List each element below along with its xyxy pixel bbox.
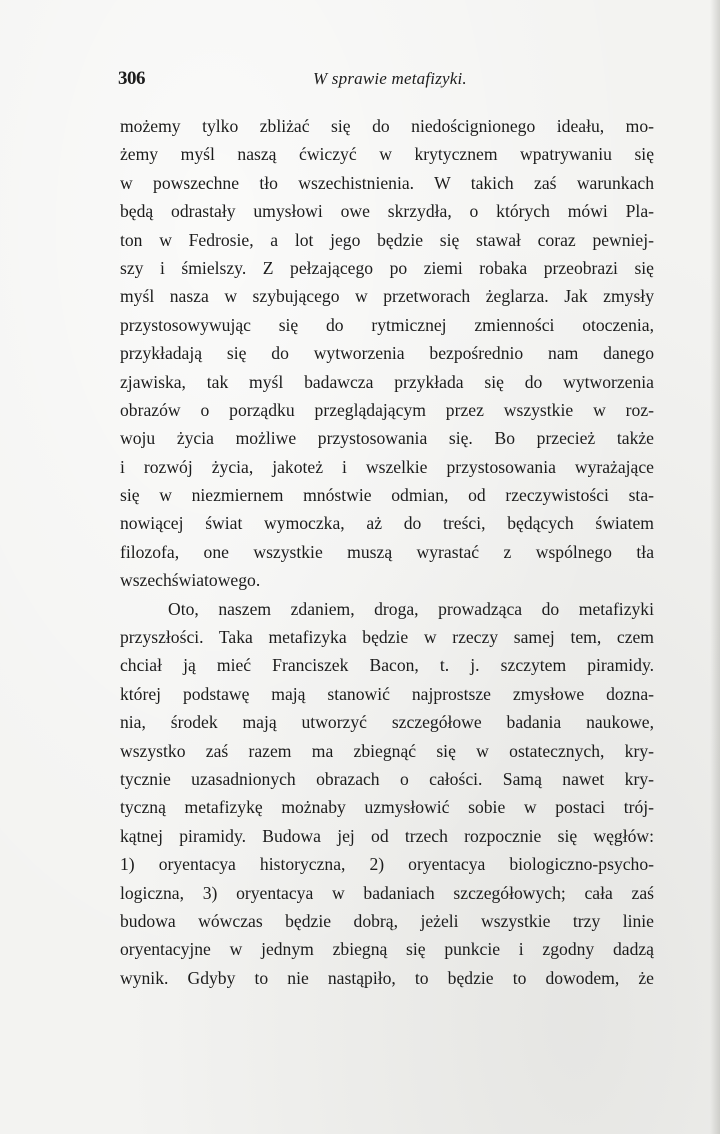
text-line: filozofa, one wszystkie muszą wyrastać z wspólnego tła xyxy=(120,541,654,562)
running-title: W sprawie metafizyki. xyxy=(313,69,467,88)
text-line: nia, środek mają utworzyć szczegółowe badania naukowe, xyxy=(120,712,654,733)
paragraph-end-line: wszechświatowego. xyxy=(120,570,261,591)
text-line: kątnej piramidy. Budowa jej od trzech rozpocznie się węgłów: xyxy=(120,825,654,846)
text-line: wynik. Gdyby to nie nastąpiło, to będzie to dowodem, że xyxy=(120,967,654,988)
text-line: przyszłości. Taka metafizyka będzie w rzeczy samej tem, czem xyxy=(120,627,654,648)
page-number: 306 xyxy=(118,68,145,89)
text-line: się w niezmiernem mnóstwie odmian, od rzeczywistości sta- xyxy=(120,485,654,506)
text-line: obrazów o porządku przeglądającym przez wszystkie w roz- xyxy=(120,399,654,420)
text-line: będą odrastały umysłowi owe skrzydła, o których mówi Pla- xyxy=(120,201,654,222)
text-line: szy i śmielszy. Z pełzającego po ziemi robaka przeobrazi się xyxy=(120,257,654,278)
text-line: nowiącej świat wymoczka, aż do treści, będących światem xyxy=(120,513,654,534)
text-line: której podstawę mają stanowić najprostsze zmysłowe dozna- xyxy=(120,683,654,704)
text-line: woju życia możliwe przystosowania się. Bo przecież także xyxy=(120,428,654,449)
text-line: tyczną metafizykę możnaby uzmysłowić sobie w postaci trój- xyxy=(120,797,654,818)
text-line: 1) oryentacya historyczna, 2) oryentacya biologiczno-psycho- xyxy=(120,854,654,875)
text-line: w powszechne tło wszechistnienia. W takich zaś warunkach xyxy=(120,172,654,193)
paragraph-first-line: Oto, naszem zdaniem, droga, prowadząca do metafizyki xyxy=(168,598,654,619)
text-line: tycznie uzasadnionych obrazach o całości. Samą nawet kry- xyxy=(120,768,654,789)
text-line: możemy tylko zbliżać się do niedoścignionego ideału, mo- xyxy=(120,116,654,136)
text-line: chciał ją mieć Franciszek Bacon, t. j. szczytem piramidy. xyxy=(120,655,654,676)
text-line: myśl nasza w szybującego w przetworach żeglarza. Jak zmysły xyxy=(120,286,654,307)
body-text xyxy=(120,112,654,1012)
text-line: przystosowywując się do rytmicznej zmienności otoczenia, xyxy=(120,314,654,335)
text-line: i rozwój życia, jakoteż i wszelkie przystosowania wyrażające xyxy=(120,456,654,477)
text-line: oryentacyjne w jednym zbiegną się punkcie i zgodny dadzą xyxy=(120,939,654,960)
text-line: ton w Fedrosie, a lot jego będzie się stawał coraz pewniej- xyxy=(120,229,654,250)
page-edge-shadow xyxy=(710,0,720,1134)
text-line: wszystko zaś razem ma zbiegnąć się w ostatecznych, kry- xyxy=(120,740,654,761)
text-line: zjawiska, tak myśl badawcza przykłada się do wytworzenia xyxy=(120,371,654,392)
text-line: budowa wówczas będzie dobrą, jeżeli wszystkie trzy linie xyxy=(120,910,654,931)
text-line: przykładają się do wytworzenia bezpośrednio nam danego xyxy=(120,343,654,364)
text-line: logiczna, 3) oryentacya w badaniach szczegółowych; cała zaś xyxy=(120,882,654,903)
text-line: żemy myśl naszą ćwiczyć w krytycznem wpatrywaniu się xyxy=(120,144,654,165)
page-header xyxy=(118,68,604,92)
